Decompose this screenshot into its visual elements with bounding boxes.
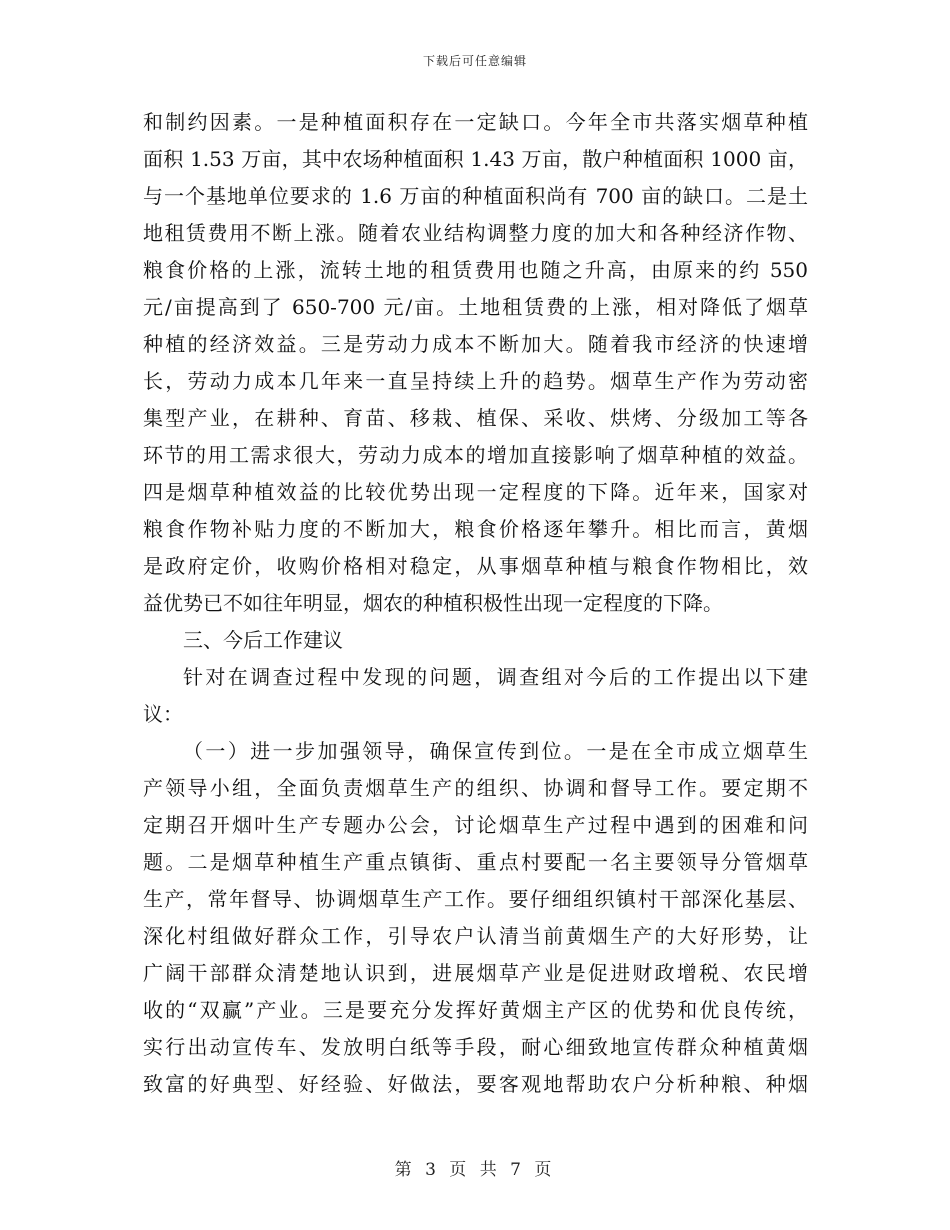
body-line: 是政府定价，收购价格相对稳定，从事烟草种植与粮食作物相比，效 (143, 554, 808, 578)
body-line: 粮食作物补贴力度的不断加大，粮食价格逐年攀升。相比而言，黄烟 (143, 517, 808, 541)
body-line: 生产，常年督导、协调烟草生产工作。要仔细组织镇村干部深化基层、 (143, 887, 808, 911)
body-line: 致富的好典型、好经验、好做法，要客观地帮助农户分析种粮、种烟 (143, 1072, 808, 1096)
subsection-line: （一）进一步加强领导，确保宣传到位。一是在全市成立烟草生 (183, 739, 808, 763)
body-line: 面积 1.53 万亩，其中农场种植面积 1.43 万亩，散户种植面积 1000 亩， (143, 147, 808, 171)
body-line: 粮食价格的上涨，流转土地的租赁费用也随之升高，由原来的约 550 (143, 258, 808, 282)
body-line: 种植的经济效益。三是劳动力成本不断加大。随着我市经济的快速增 (143, 332, 808, 356)
page-number-footer: 第 3 页 共 7 页 (394, 1160, 556, 1180)
body-line: 收的“双赢”产业。三是要充分发挥好黄烟主产区的优势和优良传统， (143, 998, 808, 1022)
body-line: 益优势已不如往年明显，烟农的种植积极性出现一定程度的下降。 (143, 591, 723, 615)
body-line: 长，劳动力成本几年来一直呈持续上升的趋势。烟草生产作为劳动密 (143, 369, 808, 393)
body-line: 实行出动宣传车、发放明白纸等手段，耐心细致地宣传群众种植黄烟 (143, 1035, 808, 1059)
section-heading: 三、今后工作建议 (183, 628, 343, 652)
body-line: 地租赁费用不断上涨。随着农业结构调整力度的加大和各种经济作物、 (143, 221, 808, 245)
body-line: 集型产业，在耕种、育苗、移栽、植保、采收、烘烤、分级加工等各 (143, 406, 808, 430)
body-line: 和制约因素。一是种植面积存在一定缺口。今年全市共落实烟草种植 (143, 110, 808, 134)
body-line: 元/亩提高到了 650-700 元/亩。土地租赁费的上涨，相对降低了烟草 (143, 295, 808, 319)
body-line: 广阔干部群众清楚地认识到，进展烟草产业是促进财政增税、农民增 (143, 961, 808, 985)
body-line: 针对在调查过程中发现的问题，调查组对今后的工作提出以下建 (183, 665, 808, 689)
body-line: 定期召开烟叶生产专题办公会，讨论烟草生产过程中遇到的困难和问 (143, 813, 808, 837)
document-body (143, 104, 808, 1103)
body-line: 深化村组做好群众工作，引导农户认清当前黄烟生产的大好形势，让 (143, 924, 808, 948)
body-line: 议： (143, 702, 183, 726)
body-line: 与一个基地单位要求的 1.6 万亩的种植面积尚有 700 亩的缺口。二是土 (143, 184, 808, 208)
body-line: 四是烟草种植效益的比较优势出现一定程度的下降。近年来，国家对 (143, 480, 808, 504)
body-line: 环节的用工需求很大，劳动力成本的增加直接影响了烟草种植的效益。 (143, 443, 808, 467)
body-line: 题。二是烟草种植生产重点镇街、重点村要配一名主要领导分管烟草 (143, 850, 808, 874)
page-header: 下载后可任意编辑 (422, 54, 527, 68)
body-line: 产领导小组，全面负责烟草生产的组织、协调和督导工作。要定期不 (143, 776, 808, 800)
